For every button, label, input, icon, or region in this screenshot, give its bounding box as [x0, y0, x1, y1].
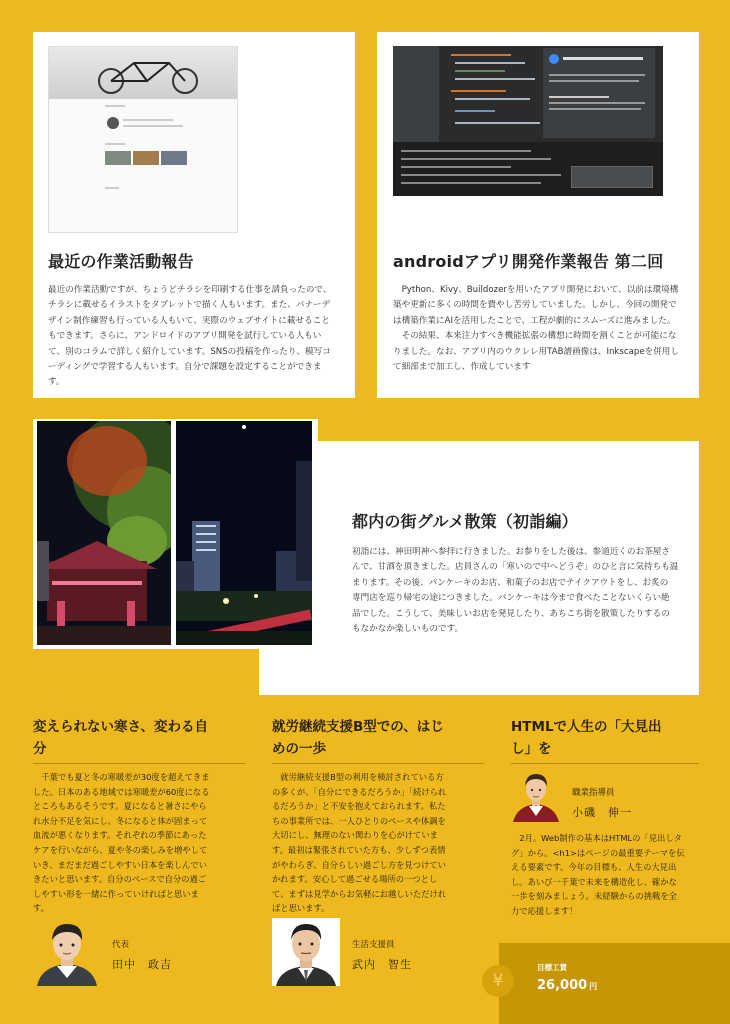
body-line: 専門店を巡り帰宅の途につきました。パンケーキは今まで食べたことないくらい絶: [352, 593, 670, 604]
article-body: [48, 283, 348, 391]
column-title: 変えられない寒さ、変わる自 分: [33, 719, 208, 757]
article-title: 最近の作業活動報告: [48, 252, 194, 271]
article-body: [352, 545, 692, 637]
bicycle-illustration: [89, 55, 209, 95]
divider: [272, 763, 484, 764]
thumbnail: [133, 151, 159, 165]
body-line: は構築作業にAIを活用したことで、工程が劇的にスムーズに進みました。: [393, 315, 676, 326]
text-line: [105, 105, 125, 107]
text-line: [105, 143, 125, 145]
divider: [511, 763, 699, 764]
body-line: て、別のコラムで詳しく紹介しています。SNSの投稿を作ったり、模写コ: [48, 346, 331, 357]
staff-role: 代表: [112, 940, 130, 950]
column-title: HTMLで人生の「大見出 し」を: [511, 719, 662, 757]
avatar: [107, 117, 119, 129]
text-line: [123, 125, 183, 127]
body-line: もできます。さらに、アンドロイドのアプリ開発を試行している人もい: [48, 331, 322, 342]
body-line: まります。その後、パンケーキのお店、和菓子のお店でテイクアウトをし、お炙の: [352, 577, 669, 588]
body-line: 初詣には、神田明神へ参拝に行きました。お参りをした後は、参道近くのお茶屋さ: [352, 547, 670, 557]
column-body: 2月。Web制作の基本はHTMLの「見出しタ グ」から。<h1>はページの最重要テーマを伝 える要素です。今年の目標も、人生の大見出 し。あいび一千葉で未来を構造化し、確かな 一歩を刻みましょう。未経験からの挑戦を全 力で応援します！: [511, 833, 685, 916]
notification-popup: [571, 166, 653, 188]
city-night-photo: [176, 421, 312, 645]
goal-unit: 円: [589, 982, 598, 991]
goal-wage-box: [499, 943, 730, 1024]
avatar-icon: [511, 770, 561, 822]
column-title: 就労継続支援B型での、はじ めの一歩: [272, 719, 444, 757]
article-title: 都内の街グルメ散策（初詣編）: [352, 512, 578, 531]
body-line: す。: [48, 377, 65, 388]
goal-label: 目標工賃: [537, 963, 567, 972]
staff-role: 職業指導員: [572, 788, 615, 798]
body-line: りました。なお、アプリ内のウクレレ用TAB譜画像は、Inkscapeを併用し: [393, 346, 679, 357]
body-line: 築や更新に多くの時間を費やし苦労していました。しかし、今回の開発で: [393, 300, 677, 311]
article-body: [393, 283, 693, 375]
body-line: Python、Kivy、Buildozerを用いたアプリ開発において、以前は環境構: [393, 285, 679, 295]
body-line: ザイン制作練習も行っている人もいて、実際のウェブサイトに載せること: [48, 315, 330, 326]
staff-name: 田中 政吉: [112, 958, 172, 971]
text-line: [105, 187, 119, 189]
staff-role: 生活支援員: [352, 940, 395, 950]
thumbnail: [105, 151, 131, 165]
avatar-icon: [33, 918, 101, 986]
staff-name: 武内 智生: [352, 958, 412, 971]
thumbnail: [161, 151, 187, 165]
body-line: 品でした。こうして、美味しいお店を発見したり、あちこち街を散策したりするの: [352, 608, 670, 619]
divider: [33, 763, 245, 764]
shrine-night-photo: [37, 421, 171, 645]
text-line: [123, 119, 173, 121]
body-line: もなかなか楽しいものです。: [352, 624, 464, 635]
body-line: 最近の作業活動ですが、ちょうどチラシを印刷する仕事を請負ったので、: [48, 285, 332, 295]
staff-name: 小磯 伸一: [572, 806, 632, 819]
body-line: その結果、本来注力すべき機能拡張の構想に時間を割くことが可能にな: [393, 331, 677, 342]
column-body: 就労継続支援B型の利用を検討されている方 の多くが、「自分にできるだろうか」「続けられ るだろうか」と不安を抱えておられます。私た ちの事業所では、一人ひとりのペースや体調を 大切にし、無理のない関わりを心がけていま す。最初は緊張されていた方も、少しずつ表情 がやわらぎ、自分らしい過ごし方を見つけてい かれます。安心して過ごせる場所の一つとし て、まずは見学からお気軽にお越しいただけれ ばと思います。: [272, 772, 447, 914]
goal-value: [537, 978, 597, 993]
goal-amount: 26,000: [537, 978, 588, 993]
article-title: androidアプリ開発作業報告 第二回: [393, 252, 664, 271]
body-line: んで、甘酒を頂きました。店員さんの「寒いので中へどうぞ」のひと言に気持ちも温: [352, 562, 679, 573]
yen-icon: ¥: [482, 965, 514, 997]
avatar-icon: [272, 918, 340, 986]
column-body: 千葉でも夏と冬の寒暖差が30度を超えてきま した。日本のある地域では寒暖差が60度になる ところもあるそうです。夏になると暑さにやら れ水分不足を気にし、冬になると体が固まって 血流が悪くなります。それぞれの季節にあった ケアを行いながら、夏や冬の楽しみを増やして いき、まだまだ過ごしやすい日本を楽しんでい きたいと思います。自分のペースで自分の過ご しやすい形を一緒に作っていければと思いま す。: [33, 772, 210, 914]
website-mockup-image: [48, 46, 238, 233]
body-line: チラシに載せるイラストをタブレットで描く人もいます。また、バナーデ: [48, 300, 331, 311]
whats-new-panel: [543, 48, 655, 138]
ide-screenshot-image: [393, 46, 663, 196]
body-line: ーディングで学習する人もいます。自分で課題を設定することができま: [48, 362, 322, 373]
body-line: て細部まで加工し、作成しています: [393, 362, 531, 373]
